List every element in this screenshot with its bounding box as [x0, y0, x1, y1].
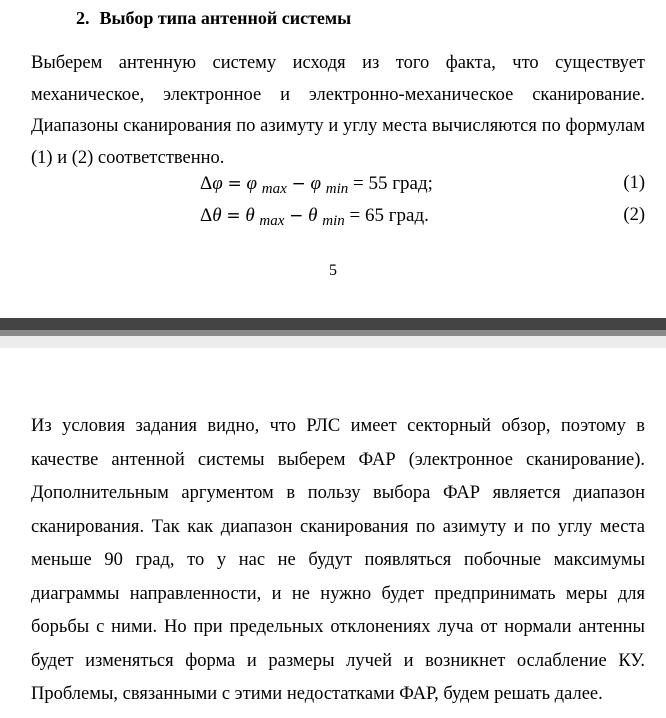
paragraph-intro: Выберем антенную систему исходя из того факта, что существует механическое, электронное и электронно-механическое сканирование. Диапазоны сканирования по азимуту и углу места вычисляются по формулам (1) и (2) соответственно. [31, 53, 645, 168]
equation-number: (2) [623, 205, 645, 225]
page-number: 5 [329, 262, 337, 279]
document-page-5 [0, 0, 666, 318]
formula-expression: Δθ = θ $_{max}$ − θ $_{min}$ = 65 град. [200, 205, 429, 229]
page-separator [0, 318, 666, 348]
equation-number: (1) [623, 173, 645, 193]
formula-elevation [0, 205, 666, 231]
section-title: Выбор типа антенной системы [99, 8, 352, 28]
section-number: 2. [76, 8, 90, 28]
formula-expression: Δφ = φ $_{max}$ − φ $_{min}$ = 55 град; [200, 173, 433, 197]
paragraph-rationale: Из условия задания видно, что РЛС имеет секторный обзор, поэтому в качестве антенной системы выберем ФАР (электронное сканирование). Дополнительным аргументом в пользу выбора ФАР является диапазон сканирования. Так как диапазон сканирования по азимуту и по углу места меньше 90 град, то у нас не будут появляться побочные максимумы диаграммы направленности, и не нужно будет предпринимать меры для борьбы с ними. Но при предельных отклонениях луча от нормали антенны будет изменяться форма и размеры лучей и возникнет ослабление КУ. Проблемы, связанными с этими недостатками ФАР, будем решать далее. [31, 416, 645, 704]
section-heading [76, 7, 351, 29]
formula-azimuth [0, 173, 666, 199]
